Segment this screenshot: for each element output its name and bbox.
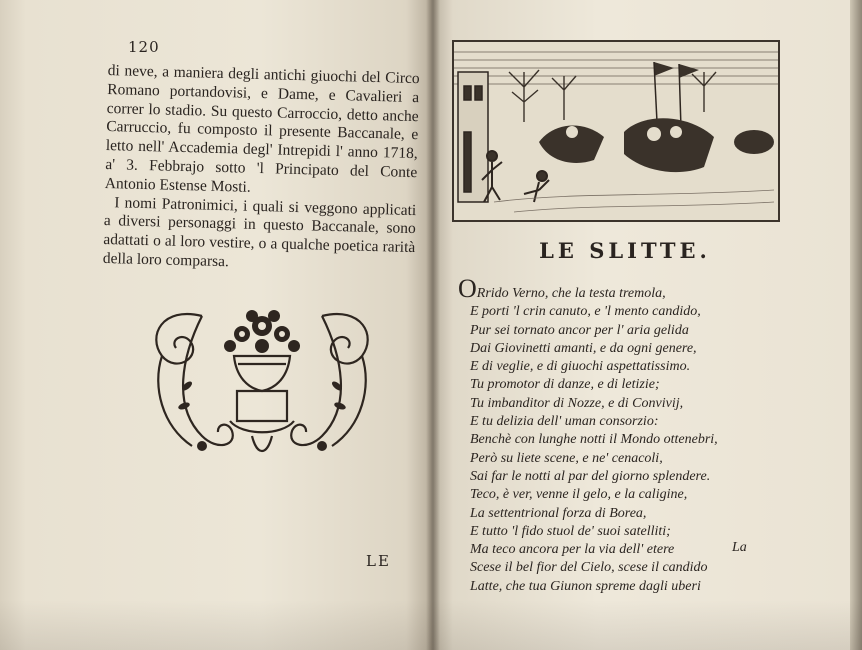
catchword: La <box>732 540 747 555</box>
poem-line: Scese il bel fior del Cielo, scese il candido <box>470 560 708 576</box>
left-page-text <box>103 62 420 277</box>
poem-line: Tu imbanditor di Nozze, e di Conviviј, <box>470 395 684 411</box>
poem-line: Ma teco ancora per la via dell' etere <box>470 542 675 558</box>
poem-line <box>458 274 758 303</box>
poem-line-text: Rrido Verno, che la testa tremola, <box>476 286 666 301</box>
poem-line: Sai far le notti al par del giorno splendere. <box>470 468 711 484</box>
floral-vase-ornament <box>142 296 382 464</box>
poem-line: E di veglie, e di giuochi aspettatissimo. <box>470 359 691 375</box>
sleigh-engraving-image <box>454 42 778 220</box>
paragraph: di neve, a maniera degli antichi giuochi del Circo Romano portandovisi, e Dame, e Cavalieri a correr lo stadio. Su questo Carroccio, detto anche Carruccio, fu composto il presente Baccanale, e letto nell' Accademia degl' Intrepidi l' anno 1718, a' 3. Febbrajo sotto 'l Principato del Conte Antonio Estense Mosti. <box>104 62 420 196</box>
poem-line: Benchè con lunghe notti il Mondo ottenebri, <box>470 432 718 448</box>
poem-line: E tutto 'l fido stuol de' suoi satelliti; <box>470 523 671 539</box>
poem-line: E tu delizia dell' uman consorzio: <box>470 414 659 430</box>
poem-line: Teco, è ver, venne il gelo, e la caligine, <box>470 487 688 503</box>
drop-cap: O <box>458 274 477 303</box>
poem-line: Tu promotor di danze, e di letizie; <box>470 377 660 393</box>
poem-line: Latte, che tua Giunon spreme dagli uberi <box>470 578 701 594</box>
poem-line: Dai Giovinetti amanti, e da ogni genere, <box>470 340 697 356</box>
poem-line: Pur sei tornato ancor per l' aria gelida <box>470 322 689 338</box>
page-edges <box>850 0 862 650</box>
engraving-illustration <box>452 40 780 222</box>
poem-text <box>458 274 758 596</box>
poem-title: LE SLITTE. <box>539 238 711 263</box>
book-gutter <box>426 0 440 650</box>
poem-line: Però su liete scene, e ne' cenacoli, <box>470 450 663 466</box>
paragraph: I nomi Patronimici, i quali si veggono applicati a diversi personaggi in questo Baccanale, sono adattati o al loro vestire, o a qualche poetica rarità della loro comparsa. <box>102 193 417 271</box>
poem-line: La settentrional forza di Borea, <box>470 505 647 521</box>
catchword: LE <box>366 552 391 570</box>
poem-line: E porti 'l crin canuto, e 'l mento candido, <box>470 304 701 320</box>
page-number: 120 <box>128 38 160 56</box>
